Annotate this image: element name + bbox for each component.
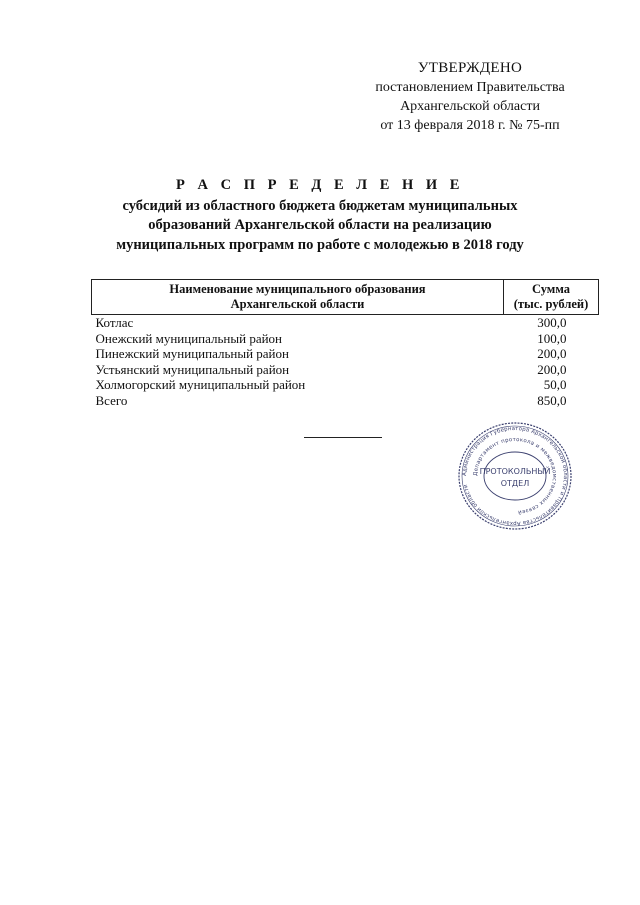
row-name: Котлас [95,315,134,330]
header-sum-cell [504,280,599,315]
subsidies-table [91,279,599,408]
document-title [60,176,580,255]
stamp-center-line-2: ОТДЕЛ [500,479,530,488]
row-name: Холмогорский муниципальный район [95,377,306,392]
approval-heading: УТВЕРЖДЕНО [417,60,523,76]
title-heading: Р А С П Р Е Д Е Л Е Н И Е [176,177,464,193]
title-line-1: субсидий из областного бюджета бюджетам муниципальных [122,197,518,214]
row-amount: 300,0 [537,315,567,330]
row-name: Онежский муниципальный район [95,330,283,346]
row-name: Устьянский муниципальный район [95,361,290,377]
approval-block [320,59,620,135]
end-divider [304,437,382,438]
header-name-cell [92,280,504,315]
approval-date-line: от 13 февраля 2018 г. № 75-пп [380,118,560,133]
row-amount: 200,0 [537,361,567,377]
svg-text:Департамент протокола и межвед [473,437,557,516]
header-sum-line-2: (тыс. рублей) [513,297,589,311]
row-name: Всего [95,392,128,408]
table-row [92,331,599,347]
protocol-department-stamp [440,420,590,532]
table-row [92,377,599,393]
header-name-line-2: Архангельской области [230,297,365,311]
row-amount: 200,0 [537,346,567,361]
approval-decree-line: постановлением Правительства [375,80,565,95]
approval-region-line: Архангельской области [400,99,540,114]
stamp-outer-text: Администрация Губернатора Архангельской области и Правительства Архангельской области [461,425,569,527]
stamp-center-line-1: ПРОТОКОЛЬНЫЙ [479,467,551,476]
header-sum-line-1: Сумма [532,282,570,296]
table-row [92,362,599,378]
title-line-2: образований Архангельской области на реализацию [148,217,492,233]
row-amount: 850,0 [537,392,567,408]
table-header-row [92,280,599,315]
row-amount: 100,0 [537,330,567,346]
stamp-inner-text: Департамент протокола и межведомственных связей [472,436,558,515]
title-line-3: муниципальных программ по работе с молодежью в 2018 году [116,236,524,253]
header-name-line-1: Наименование муниципального образования [169,282,426,296]
table-row [92,346,599,362]
table-row [92,315,599,331]
row-amount: 50,0 [543,377,567,392]
table-row-total [92,393,599,409]
row-name: Пинежский муниципальный район [95,346,289,361]
